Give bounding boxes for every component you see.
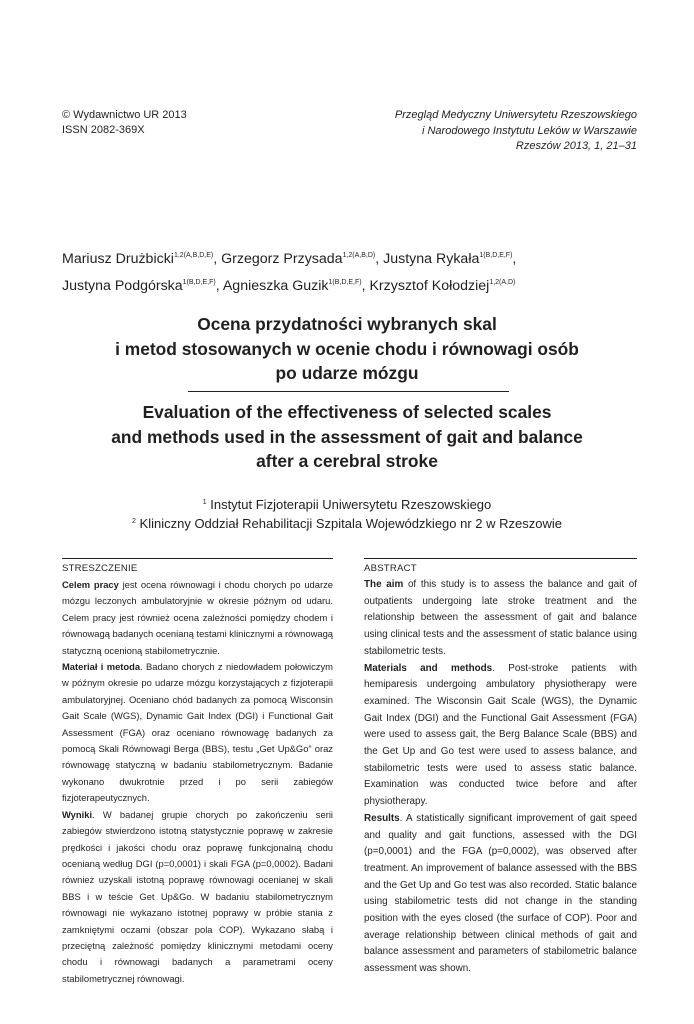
abstract-column <box>364 558 637 978</box>
abstract-paragraph: Materials and methods. Post-stroke patients with hemiparesis undergoing ambulatory physiotherapy were examined. The Wisconsin Gait Scale (WGS), the Dynamic Gait Index (DGI) and the Functional Gait Assessment (FGA) were used to assess gait, the Berg Balance Scale (BBS) and the Get Up and Go test were used to assess balance, and stabilometric tests were used to assess static balance. Examination was conducted twice before and after physiotherapy. <box>364 662 638 808</box>
author: Grzegorz Przysada$^{1,2(A,B,D)}$, <box>221 251 384 267</box>
journal-publisher-info <box>62 108 187 138</box>
author-affiliation-sup: 1(B,D,E,F) <box>182 279 216 286</box>
author-affiliation-sup: 1,2(A,B,D,E) <box>173 252 214 259</box>
journal-citation <box>395 108 637 155</box>
title-polish: Ocena przydatności wybranych skal i metod stosowanych w ocenie chodu i równowagi osób po udarze mózgu <box>115 314 579 383</box>
author: Justyna Rykała$^{1(B,D,E,F)}$, <box>383 251 517 267</box>
author-list <box>62 244 642 298</box>
abstract-body <box>364 577 637 978</box>
journal-name-line2: i Narodowego Instytutu Leków w Warszawie <box>421 124 637 137</box>
author: Krzysztof Kołodziej$^{1,2(A,D)}$ <box>369 278 516 294</box>
author: Mariusz Drużbicki$^{1,2(A,B,D,E)}$, <box>62 251 222 267</box>
streszczenie-column <box>62 558 333 987</box>
issn-line: ISSN 2082-369X <box>62 124 145 136</box>
abstract-paragraph: The aim of this study is to assess the balance and gait of outpatients undergoing late stroke treatment and the relationship between the assessment of gait and balance using clinical tests and the assessment of static balance using stabilometric tests. <box>364 579 637 657</box>
abstract-paragraph: Wyniki. W badanej grupie chorych po zakończeniu serii zabiegów stwierdzono istotną statystycznie poprawę w zakresie prędkości i jakości chodu oraz poprawę funkcjonalną chodu ocenianą według DGI (p=0,0001) i skali FGA (p=0,0002). Badani również uzyskali istotną poprawę równowagi ocenianej w skali BBS i w teście Get Up&Go. W badaniu stabilometrycznym równowagi nie wykazano istotnej poprawy w próbie stania z zamkniętymi oczami (obszar pola COP). Wykazano słabą i przeciętną zależność pomiędzy klinicznymi metodami oceny chodu i równowagi badanych a parametrami oceny stabilometrycznej równowagi. <box>62 808 333 984</box>
journal-name-line1: Przegląd Medyczny Uniwersytetu Rzeszowskiego <box>394 109 637 121</box>
abstract-paragraph: Celem pracy jest ocena równowagi i chodu chorych po udarze mózgu leczonych ambulatoryjnie w okresie późnym od udaru. Celem pracy jest również ocena zależności pomiędzy chodem i równowagą badanych ocenianą testami klinicznymi a równowagą statyczną ocenioną stabilometrycznie. <box>62 579 333 656</box>
streszczenie-heading: STRESZCZENIE <box>62 558 333 577</box>
abstract-heading: ABSTRACT <box>364 558 637 577</box>
author-affiliation-sup: 1,2(A,D) <box>489 279 516 286</box>
copyright-line: © Wydawnictwo UR 2013 <box>62 109 187 121</box>
title-divider <box>188 391 509 392</box>
streszczenie-body <box>62 577 333 987</box>
affiliation-item: $^1$ Instytut Fizjoterapii Uniwersytetu Rzeszowskiego <box>202 497 492 512</box>
affiliations <box>90 494 604 532</box>
author-affiliation-sup: 1(B,D,E,F) <box>328 279 362 286</box>
author: Justyna Podgórska$^{1(B,D,E,F)}$, <box>62 278 223 294</box>
abstract-paragraph: Materiał i metoda. Badano chorych z niedowładem połowiczym w późnym okresie po udarze mózgu korzystających z fizjoterapii ambulatoryjnej. Oceniano chód badanych za pomocą Wisconsin Gait Scale (WGS), Dynamic Gait Index (DGI) i Functional Gait Assessment (FGA) oraz oceniano równowagę badanych za pomocą Skali Równowagi Berga (BBS), testu „Get Up&Go” oraz równowagę statyczną w badaniu stabilometrycznym. Badanie wykonano dwukrotnie przed i po serii zabiegów fizjoterapeutycznych. <box>62 661 333 804</box>
journal-issue: Rzeszów 2013, 1, 21–31 <box>515 140 637 152</box>
author: Agnieszka Guzik$^{1(B,D,E,F)}$, <box>222 278 370 294</box>
affiliation-item: $^2$ Kliniczny Oddział Rehabilitacji Szpitala Wojewódzkiego nr 2 w Rzeszowie <box>132 516 562 531</box>
author-affiliation-sup: 1,2(A,B,D) <box>342 252 376 259</box>
title-english: Evaluation of the effectiveness of selected scales and methods used in the assessment of gait and balance after a cerebral stroke <box>111 402 583 471</box>
author-affiliation-sup: 1(B,D,E,F) <box>479 252 513 259</box>
abstract-paragraph: Results. A statistically significant improvement of gait speed and quality and gait functions, assessed with the DGI (p=0,0001) and the FGA (p=0,0002), was observed after treatment. An improvement of balance assessed with the BBS and the Get Up and Go test was also recorded. Static balance using stabilometric tests did not change in the standing position with the eyes closed (the surface of COP). Poor and average relationship between clinical methods of gait and balance assessment and parameters of stabilometric balance assessment was shown. <box>364 812 637 975</box>
